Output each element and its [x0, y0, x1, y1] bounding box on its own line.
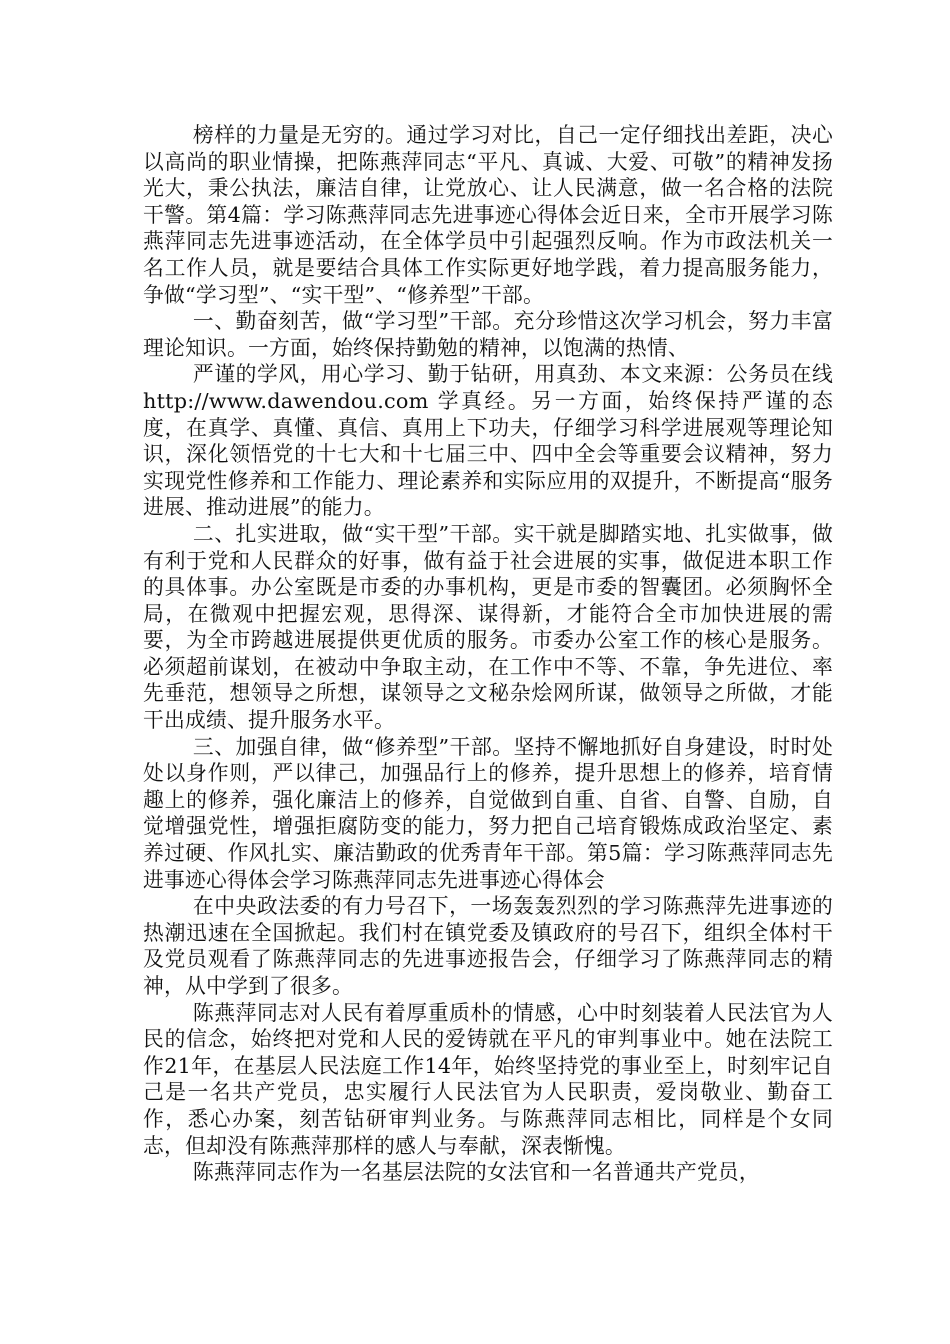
paragraph-3: 严谨的学风，用心学习、勤于钻研，用真劲、本文来源：公务员在线 http://www.dawendou.com 学真经。另一方面，始终保持严谨的态度，在真学、真懂、真信、真用上下功夫，仔细学习科学进展观等理论知识，深化领悟党的十七大和十七届三中、四中全会等重要会议精神，努力实现党性修养和工作能力、理论素养和实际应用的双提升，不断提高“服务进展、推动进展”的能力。: [143, 362, 833, 520]
paragraph-7: 陈燕萍同志对人民有着厚重质朴的情感，心中时刻装着人民法官为人民的信念，始终把对党和人民的爱铸就在平凡的审判事业中。她在法院工作21年，在基层人民法庭工作14年，始终坚持党的事业至上，时刻牢记自己是一名共产党员，忠实履行人民法官为人民职责，爱岗敬业、勤奋工作，悉心办案，刻苦钻研审判业务。与陈燕萍同志相比，同样是个女同志，但却没有陈燕萍那样的感人与奉献，深表惭愧。: [143, 1000, 833, 1158]
paragraph-6: 在中央政法委的有力号召下，一场轰轰烈烈的学习陈燕萍先进事迹的热潮迅速在全国掀起。我们村在镇党委及镇政府的号召下，组织全体村干及党员观看了陈燕萍同志的先进事迹报告会，仔细学习了陈燕萍同志的精神，从中学到了很多。: [143, 894, 833, 998]
paragraph-4: 二、扎实进取，做“实干型”干部。实干就是脚踏实地、扎实做事，做有利于党和人民群众的好事，做有益于社会进展的实事，做促进本职工作的具体事。办公室既是市委的办事机构，更是市委的智囊团。必须胸怀全局，在微观中把握宏观，思得深、谋得新，才能符合全市加快进展的需要，为全市跨越进展提供更优质的服务。市委办公室工作的核心是服务。必须超前谋划，在被动中争取主动，在工作中不等、不靠，争先进位、率先垂范，想领导之所想，谋领导之文秘杂烩网所谋，做领导之所做，才能干出成绩、提升服务水平。: [143, 521, 833, 733]
paragraph-2: 一、勤奋刻苦，做“学习型”干部。充分珍惜这次学习机会，努力丰富理论知识。一方面，始终保持勤勉的精神，以饱满的热情、: [143, 309, 833, 360]
paragraph-5: 三、加强自律，做“修养型”干部。坚持不懈地抓好自身建设，时时处处以身作则，严以律己，加强品行上的修养，提升思想上的修养，培育情趣上的修养，强化廉洁上的修养，自觉做到自重、自省、自警、自励，自觉增强党性，增强拒腐防变的能力，努力把自己培育锻炼成政治坚定、素养过硬、作风扎实、廉洁勤政的优秀青年干部。第5篇：学习陈燕萍同志先进事迹心得体会学习陈燕萍同志先进事迹心得体会: [143, 734, 833, 892]
document-body: [143, 122, 833, 1186]
paragraph-1: 榜样的力量是无穷的。通过学习对比，自己一定仔细找出差距，决心以高尚的职业情操，把陈燕萍同志“平凡、真诚、大爱、可敬”的精神发扬光大，秉公执法，廉洁自律，让党放心、让人民满意，做一名合格的法院干警。第4篇：学习陈燕萍同志先进事迹心得体会近日来，全市开展学习陈燕萍同志先进事迹活动，在全体学员中引起强烈反响。作为市政法机关一名工作人员，就是要结合具体工作实际更好地学践，着力提高服务能力，争做“学习型”、“实干型”、“修养型”干部。: [143, 123, 833, 307]
paragraph-8: 陈燕萍同志作为一名基层法院的女法官和一名普通共产党员，: [192, 1160, 760, 1185]
